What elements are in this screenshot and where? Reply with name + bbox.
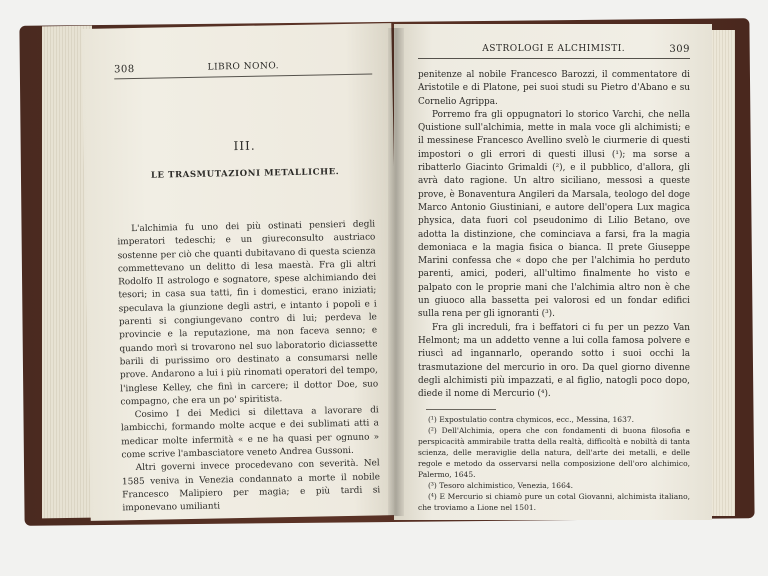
paragraph: penitenze al nobile Francesco Barozzi, il commentatore di Aristotile e di Platone, pei suoi studi su Pietro d'Abano e su Cornelio Agrippa. [418,70,690,107]
chapter-title: LE TRASMUTAZIONI METALLICHE. [150,167,340,181]
paragraph: Fra gli increduli, fra i beffatori ci fu per un pezzo Van Helmont; ma un addetto venne a lui colla famosa polvere e riuscì ad ingannarlo, operando sotto i suoi occhi la trasmutazione del mercurio in oro. Da quel giorno divenne degli alchimisti più impazzati, e al figlio, natogli poco dopo, diede il nome di Mercurio (⁴). [418,322,690,400]
paragraph: L'alchimia fu uno dei più ostinati pensieri degli imperatori tedeschi; e un giureconsulto austriaco sostenne per ciò che quanti dubitavano di questa scienza commettevano un delitto di lesa maestà. Fra gli altri Rodolfo II astrologo e sognatore, spese alchimiando dei tesori; in casa sua tatti, fin i domestici, erano iniziati; speculava la giunzione degli astri, e intanto i popoli e i parenti si congiungevano contro di lui; perdeva le provincie e la reputazione, ma non faceva senno; e quando morì si trovarono nel suo laboratorio diciassette barili di purissimo oro destinato a consumarsi nelle prove. Andarono a lui i più rinomati operatori del tempo, l'inglese Kelley, che finì in carcere; il dottor Doe, suo compagno, che era un po' spiritista. [117,219,379,408]
paragraph: Altri governi invece procedevano con severità. Nel 1585 veniva in Venezia condannato a morte il nobile Francesco Malipiero per magia; e più tardi si imponevano umilianti [121,458,381,514]
paragraph: Cosimo I dei Medici si dilettava a lavorare di lambicchi, formando molte acque e dei sublimati atti a medicar molte infermità « e ne ha quasi per ognuno » come scrive l'ambasciatore veneto Andrea Gussoni. [120,405,380,461]
left-running-header [114,59,372,75]
footnote: (³) Tesoro alchimistico, Venezia, 1664. [428,481,574,491]
right-page-number: 309 [669,44,690,55]
footnote: (²) Dell'Alchimia, opera che con fondamenti di buona filosofia e perspicacità ammirabile tratta della realtà, difficoltà e nobiltà di tanta scienza, delle meraviglie della natura, dell'arte dei metalli, e delle regole e metodo da osservarsi nella composizione dell'oro alchimico, Palermo, 1645. [418,426,690,480]
right-body-text [418,69,690,401]
left-body-text [117,218,381,515]
footnote: (¹) Expostulatio contra chymicos, ecc., Messina, 1637. [428,415,634,425]
paragraph: Porremo fra gli oppugnatori lo storico Varchi, che nella Quistione sull'alchimia, mette in mala voce gli alchimisti; e il messinese Francesco Avellino svelò le ciurmerie di questi impostori o gli errori di questi illusi (¹); ma sorse a ribatterlo Giacinto Grimaldi (²), e il pubblico, d'allora, gli avrà dato ragione. Un altro siciliano, messosi a queste prove, è Bonaventura Angileri da Marsala, teologo del doge Marco Antonio Giustiniani, e autore dell'opera Lux magica physica, data fuori col pseudonimo di Lilio Betano, ove adotta la distinzione, che cominciava a farsi, fra la magia demoniaca e la magia fisica o bianca. Il prete Giuseppe Marini confessa che « dopo che per l'alchimia ho perduto parenti, amici, poderi, all'ultimo finalmente ho visto e palpato con le proprie mani che l'alchimia altro non è che un giuoco alla bassetta pei valorosi ed un fondar edifici sulla rena per gli ignoranti (³). [418,109,690,320]
footnote: (⁴) E Mercurio si chiamò pure un cotal Giovanni, alchimista italiano, che troviamo a Lione nel 1501. [418,492,690,513]
left-page-number: 308 [113,64,135,76]
left-page [81,23,400,521]
right-running-header [418,44,690,55]
book-gutter [388,28,404,516]
right-header-rule [418,58,690,59]
right-page [394,24,712,520]
chapter-number: III. [233,138,256,154]
left-running-head: LIBRO NONO. [207,61,280,73]
right-running-head: ASTROLOGI E ALCHIMISTI. [482,44,626,54]
footnote-rule [426,409,496,410]
footnotes [418,414,690,513]
